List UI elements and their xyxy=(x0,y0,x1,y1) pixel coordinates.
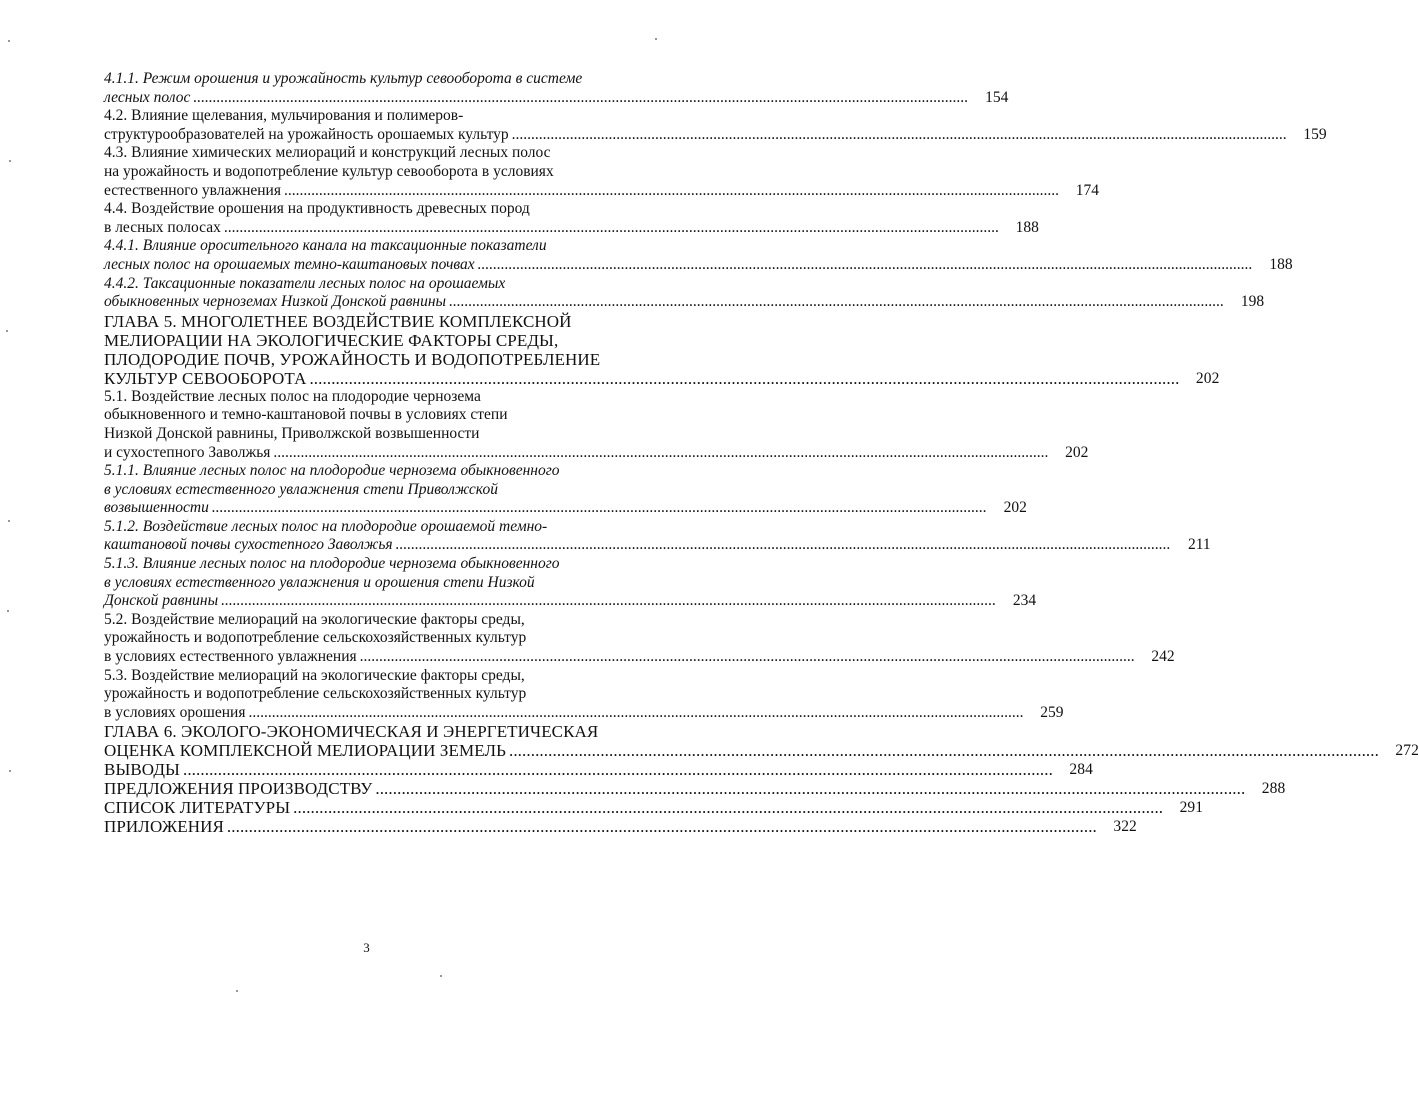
toc-entry-line: 5.1.3. Влияние лесных полос на плодородие чернозема обыкновенного xyxy=(104,555,560,573)
toc-page-number: 234 xyxy=(1012,592,1037,610)
toc-entry-final-line xyxy=(104,760,1093,780)
toc-entry-final-line xyxy=(104,703,1064,723)
toc-entry-title-end: лесных полос на орошаемых темно-каштановых почвах xyxy=(104,255,475,273)
toc-entry-line: 5.1.1. Влияние лесных полос на плодородие чернозема обыкновенного xyxy=(104,462,560,480)
toc-entry-title-end: ВЫВОДЫ xyxy=(104,760,180,780)
toc-entry-line: ГЛАВА 5. МНОГОЛЕТНЕЕ ВОЗДЕЙСТВИЕ КОМПЛЕКСНОЙ xyxy=(104,311,572,331)
toc-entry-line: урожайность и водопотребление сельскохозяйственных культур xyxy=(104,685,527,703)
dot-leader xyxy=(270,444,1048,463)
toc-entry xyxy=(104,107,1327,144)
scan-speck xyxy=(8,40,10,42)
toc-page-number: 322 xyxy=(1113,818,1137,836)
toc-page-number: 198 xyxy=(1240,293,1265,311)
dot-leader xyxy=(372,779,1245,798)
toc-entry-title-end: каштановой почвы сухостепного Заволжья xyxy=(104,536,393,554)
toc-entry-final-line xyxy=(104,293,1265,312)
dot-leader xyxy=(290,798,1163,817)
toc-entry-title-end: в условиях орошения xyxy=(104,703,246,721)
toc-entry-final-line xyxy=(104,368,1220,388)
toc-page-number: 259 xyxy=(1040,703,1064,721)
scan-speck xyxy=(9,160,11,162)
toc-entry-line: в условиях естественного увлажнения и орошения степи Низкой xyxy=(104,573,535,591)
toc-entry-final-line xyxy=(104,125,1327,145)
toc-entry-final-line xyxy=(104,741,1419,761)
toc-entry-title-end: структурообразователей на урожайность орошаемых культур xyxy=(104,125,509,143)
toc-entry-title-end: обыкновенных черноземах Низкой Донской равнины xyxy=(104,293,447,311)
toc-entry-line: 5.1. Воздействие лесных полос на плодородие чернозема xyxy=(104,387,481,405)
toc-entry-title-end: КУЛЬТУР СЕВООБОРОТА xyxy=(104,368,307,388)
toc-entry-final-line xyxy=(104,181,1099,201)
toc-entry-line: ПЛОДОРОДИЕ ПОЧВ, УРОЖАЙНОСТЬ И ВОДОПОТРЕБЛЕНИЕ xyxy=(104,349,601,369)
toc-entry-title-end: Донской равнины xyxy=(104,592,219,610)
toc-entry xyxy=(104,462,1027,518)
toc-entry-line: в условиях естественного увлажнения степи Приволжской xyxy=(104,480,498,498)
toc-entry-line: Низкой Донской равнины, Приволжской возвышенности xyxy=(104,424,480,442)
toc-entry xyxy=(104,200,1039,237)
toc-page-number: 188 xyxy=(1015,218,1039,236)
toc-page-number: 202 xyxy=(1065,443,1089,461)
toc-page-number: 159 xyxy=(1303,125,1327,143)
toc-entry-final-line xyxy=(104,779,1286,799)
toc-entry xyxy=(104,760,1093,780)
toc-entry xyxy=(104,779,1286,799)
toc-entry-line: 4.4.2. Таксационные показатели лесных полос на орошаемых xyxy=(104,274,506,292)
toc-entry-title-end: ПРЕДЛОЖЕНИЯ ПРОИЗВОДСТВУ xyxy=(104,779,373,799)
toc-entry-final-line xyxy=(104,648,1175,667)
toc-page-number: 291 xyxy=(1179,799,1204,817)
toc-entry-line: МЕЛИОРАЦИИ НА ЭКОЛОГИЧЕСКИЕ ФАКТОРЫ СРЕДЫ, xyxy=(104,330,559,350)
toc-entry xyxy=(104,798,1204,818)
dot-leader xyxy=(506,741,1379,760)
dot-leader xyxy=(306,369,1179,388)
toc-page-number: 174 xyxy=(1075,181,1099,199)
toc-page-number: 202 xyxy=(1195,369,1220,387)
dot-leader xyxy=(180,760,1053,779)
toc-entry-title-end: естественного увлажнения xyxy=(104,181,281,199)
toc-entry xyxy=(104,817,1137,837)
toc-entry xyxy=(104,311,1220,388)
toc-page-number: 154 xyxy=(985,88,1009,106)
toc-entry-final-line xyxy=(104,536,1211,555)
toc-entry-title-end: ПРИЛОЖЕНИЯ xyxy=(104,817,224,837)
toc-page-number: 202 xyxy=(1003,499,1027,517)
dot-leader xyxy=(245,704,1023,723)
toc-entry-final-line xyxy=(104,443,1089,463)
toc-entry-line: 4.2. Влияние щелевания, мульчирования и полимеров- xyxy=(104,107,464,125)
dot-leader xyxy=(393,536,1171,555)
toc-entry-line: 5.2. Воздействие мелиораций на экологические факторы среды, xyxy=(104,610,525,628)
toc-page-number: 288 xyxy=(1261,780,1286,798)
toc-entry-title-end: и сухостепного Заволжья xyxy=(104,443,271,461)
toc-entry-line: 5.3. Воздействие мелиораций на экологические факторы среды, xyxy=(104,666,525,684)
toc-entry-title-end: СПИСОК ЛИТЕРАТУРЫ xyxy=(104,798,291,818)
toc-entry-final-line xyxy=(104,817,1137,837)
toc-entry-final-line xyxy=(104,255,1293,275)
toc-page-number: 242 xyxy=(1151,648,1175,666)
toc-page-number: 272 xyxy=(1395,742,1419,760)
dot-leader xyxy=(221,219,999,238)
scan-speck xyxy=(236,990,238,992)
toc-entry-final-line xyxy=(104,499,1027,518)
page-number: 3 xyxy=(363,940,370,955)
scan-speck xyxy=(440,975,442,977)
toc-entry xyxy=(104,237,1293,274)
dot-leader xyxy=(190,89,968,108)
toc-entry-line: урожайность и водопотребление сельскохозяйственных культур xyxy=(104,629,527,647)
dot-leader xyxy=(475,256,1253,275)
toc-entry-line: обыкновенного и темно-каштановой почвы в условиях степи xyxy=(104,406,508,424)
toc-entry-final-line xyxy=(104,798,1204,818)
scan-speck xyxy=(655,38,657,40)
toc-entry xyxy=(104,144,1099,200)
toc-page-number: 188 xyxy=(1269,255,1293,273)
toc-page-number: 284 xyxy=(1069,761,1093,779)
toc-entry xyxy=(104,517,1211,555)
scan-speck xyxy=(8,520,10,522)
toc-entry xyxy=(104,274,1265,312)
toc-entry-title-end: лесных полос xyxy=(104,88,191,106)
toc-entry xyxy=(104,387,1089,462)
dot-leader xyxy=(281,182,1059,201)
dot-leader xyxy=(446,293,1224,312)
toc-entry-line: ГЛАВА 6. ЭКОЛОГО-ЭКОНОМИЧЕСКАЯ И ЭНЕРГЕТИЧЕСКАЯ xyxy=(104,722,599,742)
toc-entry-title-end: в условиях естественного увлажнения xyxy=(104,648,357,666)
toc-entry-title-end: ОЦЕНКА КОМПЛЕКСНОЙ МЕЛИОРАЦИИ ЗЕМЕЛЬ xyxy=(104,741,506,761)
toc-entry-line: 4.4. Воздействие орошения на продуктивность древесных пород xyxy=(104,200,530,218)
toc-entry xyxy=(104,555,1037,611)
toc-entry xyxy=(104,70,1009,107)
toc-entry-line: на урожайность и водопотребление культур севооборота в условиях xyxy=(104,162,554,180)
dot-leader xyxy=(209,499,987,518)
table-of-contents xyxy=(104,70,1419,837)
dot-leader xyxy=(224,817,1097,836)
toc-entry xyxy=(104,666,1064,723)
scan-speck xyxy=(9,770,11,772)
toc-page-number: 211 xyxy=(1187,536,1211,554)
scan-speck xyxy=(7,610,9,612)
dot-leader xyxy=(357,648,1135,667)
scan-speck xyxy=(6,330,8,332)
toc-entry xyxy=(104,610,1175,667)
toc-entry-line: 4.3. Влияние химических мелиораций и конструкций лесных полос xyxy=(104,144,551,162)
toc-entry-final-line xyxy=(104,218,1039,238)
toc-entry xyxy=(104,722,1419,761)
toc-entry-title-end: в лесных полосах xyxy=(104,218,221,236)
toc-entry-line: 5.1.2. Воздействие лесных полос на плодородие орошаемой темно- xyxy=(104,517,548,535)
toc-entry-final-line xyxy=(104,592,1037,611)
toc-entry-line: 4.4.1. Влияние оросительного канала на таксационные показатели xyxy=(104,237,547,255)
toc-entry-title-end: возвышенности xyxy=(104,499,209,517)
dot-leader xyxy=(218,592,996,611)
dot-leader xyxy=(509,126,1287,145)
toc-entry-line: 4.1.1. Режим орошения и урожайность культур севооборота в системе xyxy=(104,70,583,87)
toc-entry-final-line xyxy=(104,88,1009,108)
